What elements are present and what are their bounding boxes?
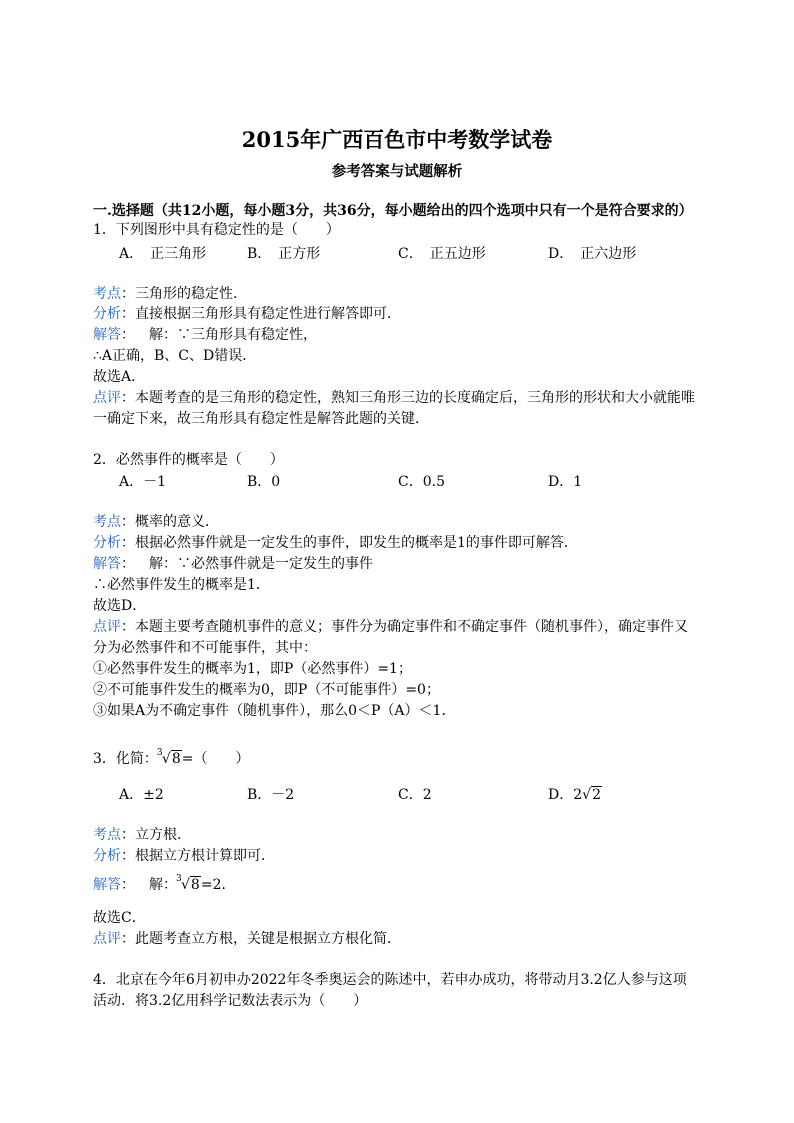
jie-label: 解： bbox=[149, 556, 177, 572]
q3-jieda bbox=[93, 876, 235, 894]
cube-root-expression bbox=[158, 750, 182, 768]
fenxi-label: 分析 bbox=[93, 848, 121, 864]
colon: ： bbox=[121, 327, 135, 343]
q3-fenxi bbox=[93, 847, 275, 865]
q2-kaodian-text: 概率的意义． bbox=[135, 514, 219, 530]
q3-kaodian bbox=[93, 826, 191, 844]
q1-kaodian-text: 三角形的稳定性． bbox=[135, 286, 247, 302]
q1-stem: 1．下列图形中具有稳定性的是（ ） bbox=[93, 222, 340, 238]
q3-fenxi-text: 根据立方根计算即可． bbox=[135, 848, 275, 864]
q1-option-c: C． 正五边形 bbox=[398, 246, 486, 262]
q3-dianping bbox=[93, 930, 401, 948]
jie-label: 解： bbox=[149, 877, 177, 893]
q2-dianping-text: 本题主要考查随机事件的意义；事件分为确定事件和不确定事件（随机事件），确定事件又 bbox=[135, 619, 688, 635]
kaodian-label: 考点 bbox=[93, 827, 121, 843]
section-heading: 一.选择题（共12小题，每小题3分，共36分，每小题给出的四个选项中只有一个是符合要求的） bbox=[93, 203, 693, 219]
q3-jieda-suffix: =2． bbox=[200, 877, 236, 893]
kaodian-label: 考点 bbox=[93, 514, 121, 530]
q3-kaodian-text: 立方根． bbox=[135, 827, 191, 843]
root-index: 3 bbox=[156, 748, 163, 758]
q2-option-c: C．0.5 bbox=[398, 474, 445, 490]
q3-stem-prefix: 3．化简： bbox=[93, 751, 158, 767]
colon: ： bbox=[121, 514, 135, 530]
q3-dianping-text: 此题考查立方根，关键是根据立方根化简． bbox=[135, 931, 401, 947]
fenxi-label: 分析 bbox=[93, 535, 121, 551]
q2-stem: 2．必然事件的概率是（ ） bbox=[93, 452, 284, 468]
q3-option-d-radicand: 2 bbox=[592, 787, 601, 803]
q3-option-d-label: D．2 bbox=[548, 787, 583, 803]
q2-jieda-text: ∵必然事件就是一定发生的事件 bbox=[177, 556, 373, 572]
q2-dianping bbox=[93, 618, 688, 636]
q1-jieda-text: ∵三角形具有稳定性， bbox=[177, 327, 317, 343]
q1-jieda-line2: ∴A正确，B、C、D错误． bbox=[93, 348, 257, 364]
jie-label: 解： bbox=[149, 327, 177, 343]
colon: ： bbox=[121, 556, 135, 572]
colon: ： bbox=[121, 535, 135, 551]
fenxi-label: 分析 bbox=[93, 306, 121, 322]
colon: ： bbox=[121, 286, 135, 302]
page-subtitle: 参考答案与试题解析 bbox=[331, 163, 463, 180]
q1-dianping-text: 本题考查的是三角形的稳定性，熟知三角形三边的长度确定后，三角形的形状和大小就能唯 bbox=[135, 390, 695, 406]
q3-option-c: C．2 bbox=[398, 787, 432, 803]
q1-kaodian bbox=[93, 285, 247, 303]
q1-option-d: D． 正六边形 bbox=[548, 246, 637, 262]
page-title: 2015年广西百色市中考数学试卷 bbox=[241, 127, 553, 152]
cube-root-expression bbox=[177, 876, 201, 894]
q1-option-b: B． 正方形 bbox=[247, 246, 321, 262]
q2-jieda bbox=[93, 555, 373, 573]
dianping-label: 点评 bbox=[93, 619, 121, 635]
q3-stem-suffix: =（ ） bbox=[181, 751, 250, 767]
colon: ： bbox=[121, 877, 135, 893]
q3-stem bbox=[93, 750, 250, 768]
q2-dianping-line2: 分为必然事件和不可能事件，其中： bbox=[93, 640, 317, 656]
dianping-label: 点评 bbox=[93, 390, 121, 406]
q1-answer: 故选A． bbox=[93, 369, 146, 385]
kaodian-label: 考点 bbox=[93, 286, 121, 302]
colon: ： bbox=[121, 931, 135, 947]
q3-option-d bbox=[548, 784, 602, 804]
colon: ： bbox=[121, 827, 135, 843]
colon: ： bbox=[121, 390, 135, 406]
jieda-label: 解答 bbox=[93, 556, 121, 572]
q3-option-a: A．±2 bbox=[119, 787, 164, 803]
q3-option-b: B．－2 bbox=[247, 787, 295, 803]
colon: ： bbox=[121, 619, 135, 635]
root-index: 3 bbox=[176, 874, 182, 884]
radical-sign: √ bbox=[161, 751, 171, 767]
q2-option-d: D．1 bbox=[548, 474, 583, 490]
q1-jieda bbox=[93, 326, 317, 344]
radicand: 8 bbox=[190, 877, 200, 893]
q2-dianping-line3: ①必然事件发生的概率为1，即P（必然事件）=1； bbox=[93, 661, 412, 677]
q2-fenxi bbox=[93, 534, 578, 552]
q2-fenxi-text: 根据必然事件就是一定发生的事件，即发生的概率是1的事件即可解答． bbox=[135, 535, 578, 551]
q1-fenxi bbox=[93, 305, 401, 323]
jieda-label: 解答 bbox=[93, 327, 121, 343]
q1-dianping-line2: 一确定下来，故三角形具有稳定性是解答此题的关键． bbox=[93, 411, 429, 427]
colon: ： bbox=[121, 848, 135, 864]
q2-option-a: A．－1 bbox=[119, 474, 167, 490]
jieda-label: 解答 bbox=[93, 877, 121, 893]
q4-stem-line2: 活动．将3.2亿用科学记数法表示为（ ） bbox=[93, 993, 368, 1009]
q4-stem: 4．北京在今年6月初申办2022年冬季奥运会的陈述中，若申办成功，将带动月3.2亿人参与这项 bbox=[93, 972, 687, 988]
q2-kaodian bbox=[93, 513, 219, 531]
q2-option-b: B．0 bbox=[247, 474, 281, 490]
q3-answer: 故选C． bbox=[93, 910, 146, 926]
q1-fenxi-text: 直接根据三角形具有稳定性进行解答即可． bbox=[135, 306, 401, 322]
q1-dianping bbox=[93, 389, 695, 407]
radicand: 8 bbox=[171, 751, 181, 767]
q2-dianping-line4: ②不可能事件发生的概率为0，即P（不可能事件）=0； bbox=[93, 682, 440, 698]
dianping-label: 点评 bbox=[93, 931, 121, 947]
q1-option-a: A． 正三角形 bbox=[119, 246, 207, 262]
q2-jieda-line2: ∴必然事件发生的概率是1． bbox=[93, 577, 270, 593]
colon: ： bbox=[121, 306, 135, 322]
radical-sign: √ bbox=[582, 787, 592, 803]
q2-dianping-line5: ③如果A为不确定事件（随机事件），那么0＜P（A）＜1． bbox=[93, 703, 456, 719]
radical-sign: √ bbox=[181, 877, 190, 893]
q2-answer: 故选D． bbox=[93, 598, 147, 614]
